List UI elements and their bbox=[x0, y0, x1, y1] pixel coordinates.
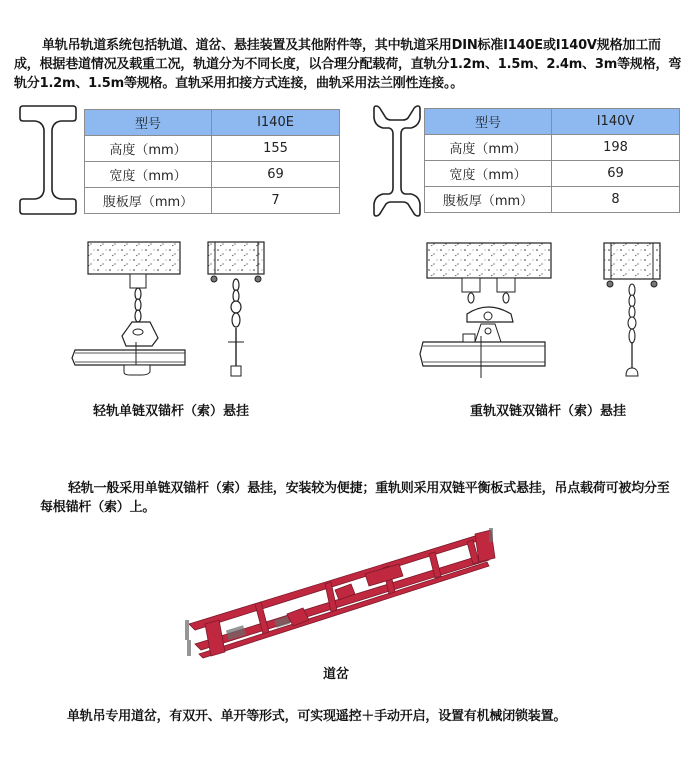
row-value: 8 bbox=[552, 187, 680, 213]
row-value: 155 bbox=[212, 136, 340, 162]
row-value: 69 bbox=[212, 162, 340, 188]
spec-table-i140e bbox=[84, 109, 340, 214]
table-row bbox=[425, 161, 680, 187]
suspension-note-paragraph: 轻轨一般采用单链双锚杆（索）悬挂，安装较为便捷；重轨则采用双链平衡板式悬挂，吊点载荷可被均分至每根锚杆（索）上。 bbox=[40, 481, 670, 515]
header-cell-model: 型号 bbox=[85, 110, 212, 136]
header-cell-model: 型号 bbox=[425, 109, 552, 135]
switch-note-paragraph: 单轨吊专用道岔，有双开、单开等形式，可实现遥控＋手动开启，设置有机械闭锁装置。 bbox=[67, 709, 567, 724]
row-label: 腹板厚（mm） bbox=[85, 188, 212, 214]
table-row bbox=[85, 188, 340, 214]
row-value: 7 bbox=[212, 188, 340, 214]
row-label: 高度（mm） bbox=[425, 135, 552, 161]
table-row bbox=[85, 162, 340, 188]
row-value: 69 bbox=[552, 161, 680, 187]
row-label: 宽度（mm） bbox=[85, 162, 212, 188]
light-rail-suspension-diagram bbox=[60, 238, 275, 383]
row-label: 腹板厚（mm） bbox=[425, 187, 552, 213]
i-beam-v-profile-icon bbox=[373, 104, 421, 218]
table-row bbox=[85, 136, 340, 162]
table-row bbox=[425, 135, 680, 161]
rail-switch-image bbox=[175, 528, 525, 663]
row-label: 宽度（mm） bbox=[425, 161, 552, 187]
row-label: 高度（mm） bbox=[85, 136, 212, 162]
table-header-row bbox=[425, 109, 680, 135]
spec-table-i140v bbox=[424, 108, 680, 213]
light-rail-caption: 轻轨单链双锚杆（索）悬挂 bbox=[93, 404, 250, 419]
table-row bbox=[425, 187, 680, 213]
intro-paragraph: 单轨吊轨道系统包括轨道、道岔、悬挂装置及其他附件等，其中轨道采用DIN标准I140E或I140V规格加工而成，根据巷道情况及载重工况，轨道分为不同长度，以合理分配载荷，直轨分1.2m、1.5m、2.4m、3m等规格，弯轨分1.2m、1.5m等规格。直轨采用扣接方式连接，曲轨采用法兰刚性连接。。 bbox=[14, 38, 682, 91]
header-cell-value: I140V bbox=[552, 109, 680, 135]
header-cell-value: I140E bbox=[212, 110, 340, 136]
switch-caption: 道岔 bbox=[323, 667, 350, 682]
i-beam-e-profile-icon bbox=[19, 104, 77, 216]
heavy-rail-caption: 重轨双链双锚杆（索）悬挂 bbox=[470, 404, 627, 419]
heavy-rail-suspension-diagram bbox=[415, 238, 670, 383]
table-header-row bbox=[85, 110, 340, 136]
row-value: 198 bbox=[552, 135, 680, 161]
